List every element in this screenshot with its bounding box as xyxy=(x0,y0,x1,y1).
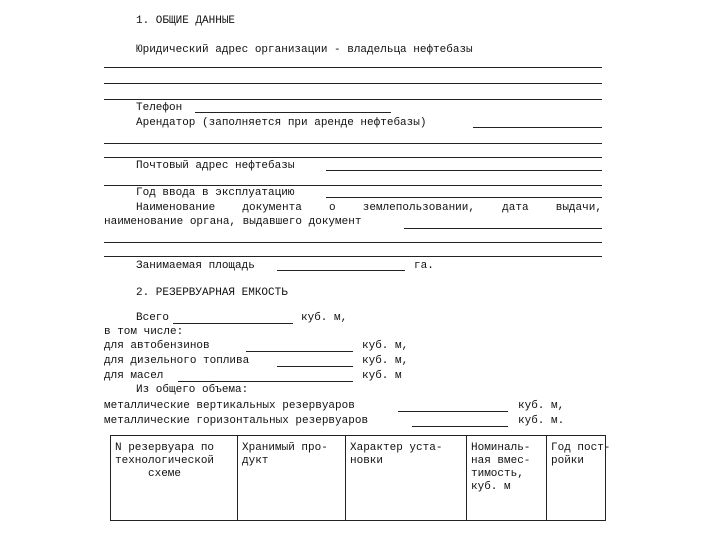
vertical-tanks-unit: куб. м, xyxy=(518,400,565,412)
postal-address-line[interactable] xyxy=(104,185,602,186)
gasoline-unit: куб. м, xyxy=(362,340,409,352)
lessee-line-2[interactable] xyxy=(104,157,602,158)
total-label: Всего xyxy=(136,312,170,324)
oil-label: для масел xyxy=(104,370,164,382)
document-line xyxy=(104,202,602,215)
header-year-built: Год пост- ройки xyxy=(547,436,606,521)
document-word-1: Наименование xyxy=(136,202,216,214)
occupied-area-unit: га. xyxy=(414,260,434,272)
gasoline-field[interactable] xyxy=(246,351,353,352)
issuing-body-line-1[interactable] xyxy=(104,242,602,243)
issuing-body-label: наименование органа, выдавшего документ xyxy=(104,216,362,228)
issuing-body-field[interactable] xyxy=(404,228,602,229)
horizontal-tanks-field[interactable] xyxy=(412,426,508,427)
diesel-unit: куб. м, xyxy=(362,355,409,367)
lessee-label: Арендатор (заполняется при аренде нефтебазы) xyxy=(136,117,427,129)
oil-field[interactable] xyxy=(178,381,353,382)
header-installation-type: Характер уста- новки xyxy=(346,436,467,521)
total-unit: куб. м, xyxy=(301,312,348,324)
section-2-heading: 2. РЕЗЕРВУАРНАЯ ЕМКОСТЬ xyxy=(136,287,288,299)
header-nominal-capacity: Номиналь- ная вмес- тимость, куб. м xyxy=(467,436,547,521)
legal-address-line-1[interactable] xyxy=(104,67,602,68)
document-word-5: дата xyxy=(502,202,529,214)
header-tank-number: N резервуара по технологической схеме xyxy=(111,436,238,521)
postal-address-label: Почтовый адрес нефтебазы xyxy=(136,160,295,172)
document-word-3: о xyxy=(328,202,336,214)
phone-label: Телефон xyxy=(136,102,183,114)
vertical-tanks-label: металлические вертикальных резервуаров xyxy=(104,400,355,412)
vertical-tanks-field[interactable] xyxy=(398,411,508,412)
document-word-6: выдачи, xyxy=(555,202,602,214)
lessee-line-1[interactable] xyxy=(104,143,602,144)
total-field[interactable] xyxy=(173,323,293,324)
including-label: в том числе: xyxy=(104,326,184,338)
postal-address-field[interactable] xyxy=(326,170,602,171)
reservoir-table xyxy=(110,435,611,521)
issuing-body-line-2[interactable] xyxy=(104,256,602,257)
table-header-row xyxy=(111,436,606,521)
occupied-area-field[interactable] xyxy=(277,270,405,271)
lessee-field[interactable] xyxy=(473,127,602,128)
legal-address-line-3[interactable] xyxy=(104,99,602,100)
diesel-field[interactable] xyxy=(277,366,353,367)
document-word-2: документа xyxy=(242,202,302,214)
diesel-label: для дизельного топлива xyxy=(104,355,250,367)
oil-unit: куб. м xyxy=(362,370,402,382)
header-stored-product: Хранимый про- дукт xyxy=(238,436,346,521)
gasoline-label: для автобензинов xyxy=(104,340,210,352)
section-1-heading: 1. ОБЩИЕ ДАННЫЕ xyxy=(136,15,236,27)
legal-address-line-2[interactable] xyxy=(104,83,602,84)
horizontal-tanks-label: металлические горизонтальных резервуаров xyxy=(104,415,369,427)
occupied-area-label: Занимаемая площадь xyxy=(136,260,255,272)
legal-address-label: Юридический адрес организации - владельца нефтебазы xyxy=(136,44,473,56)
horizontal-tanks-unit: куб. м. xyxy=(518,415,565,427)
commissioning-year-label: Год ввода в эксплуатацию xyxy=(136,187,295,199)
document-word-4: землепользовании, xyxy=(362,202,475,214)
of-total-label: Из общего объема: xyxy=(136,384,249,396)
commissioning-year-field[interactable] xyxy=(326,197,602,198)
phone-field[interactable] xyxy=(195,112,391,113)
